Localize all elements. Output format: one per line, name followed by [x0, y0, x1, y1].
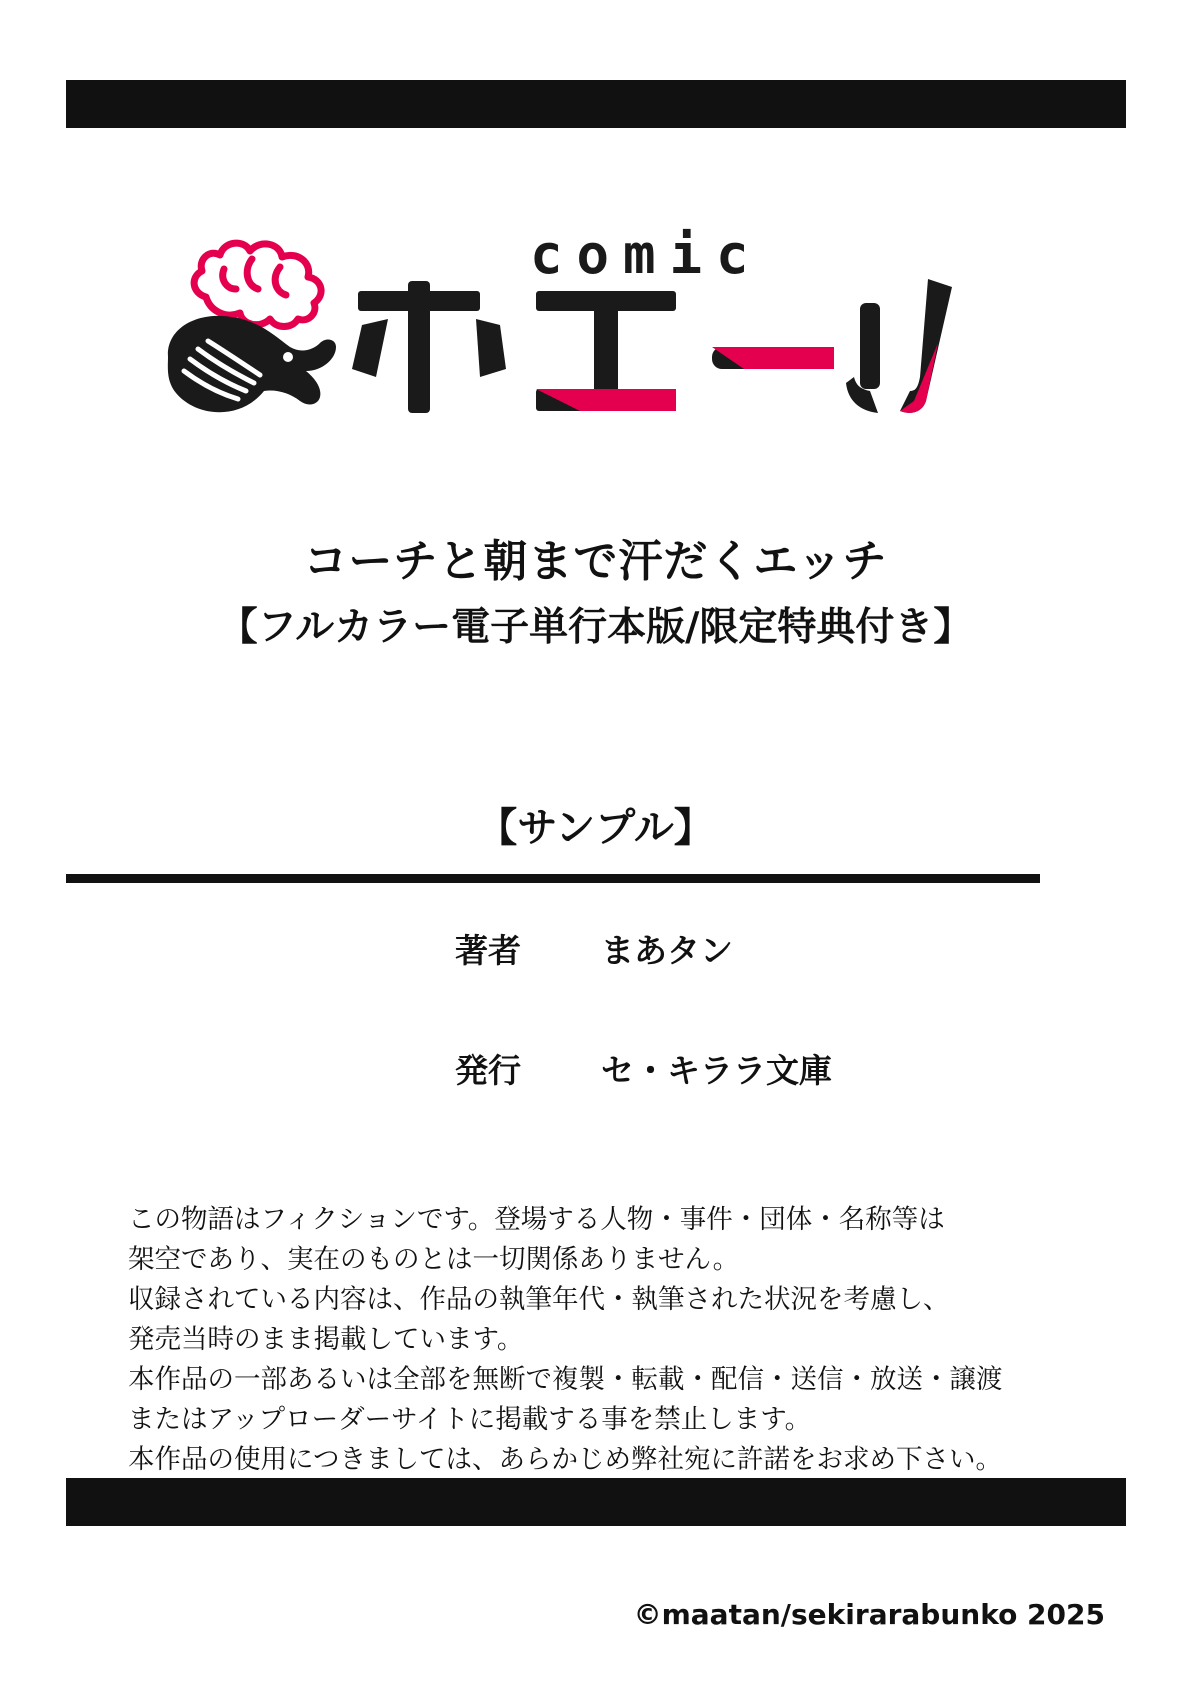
logo-latin-text: comic	[530, 223, 763, 286]
bottom-rule-bar	[66, 1478, 1126, 1526]
disclaimer-line: 発売当時のまま掲載しています。	[128, 1324, 524, 1355]
disclaimer-line: またはアップローダーサイトに掲載する事を禁止します。	[128, 1404, 812, 1435]
publisher-logo	[140, 205, 970, 435]
credit-value-publisher: セ・キララ文庫	[601, 1051, 832, 1090]
credit-label-publisher: 発行	[455, 1051, 521, 1090]
work-title: コーチと朝まで汗だくエッチ	[303, 536, 888, 587]
disclaimer-line: 架空であり、実在のものとは一切関係ありません。	[128, 1244, 740, 1275]
credits-block	[66, 925, 1040, 1165]
middle-divider	[66, 874, 1040, 883]
top-rule-bar	[66, 80, 1126, 128]
disclaimer-line: 本作品の一部あるいは全部を無断で複製・転載・配信・送信・放送・譲渡	[128, 1364, 1003, 1395]
disclaimer-line: 本作品の使用につきましては、あらかじめ弊社宛に許諾をお求め下さい。	[128, 1444, 1002, 1475]
work-edition-note: 【フルカラー電子単行本版/限定特典付き】	[218, 605, 973, 650]
sample-badge: 【サンプル】	[477, 805, 714, 851]
whale-icon	[140, 225, 370, 430]
disclaimer-line: この物語はフィクションです。登場する人物・事件・団体・名称等は	[128, 1204, 945, 1235]
credit-row	[66, 1045, 1040, 1165]
logo-kana-text	[340, 273, 970, 433]
credit-row	[66, 925, 1040, 1045]
credit-value-author: まあタン	[601, 931, 733, 970]
disclaimer-text	[128, 1200, 1028, 1480]
disclaimer-line: 収録されている内容は、作品の執筆年代・執筆された状況を考慮し、	[128, 1284, 950, 1315]
copyright-notice: ©maatan/sekirarabunko 2025	[633, 1598, 1105, 1631]
credit-label-author: 著者	[455, 931, 521, 970]
